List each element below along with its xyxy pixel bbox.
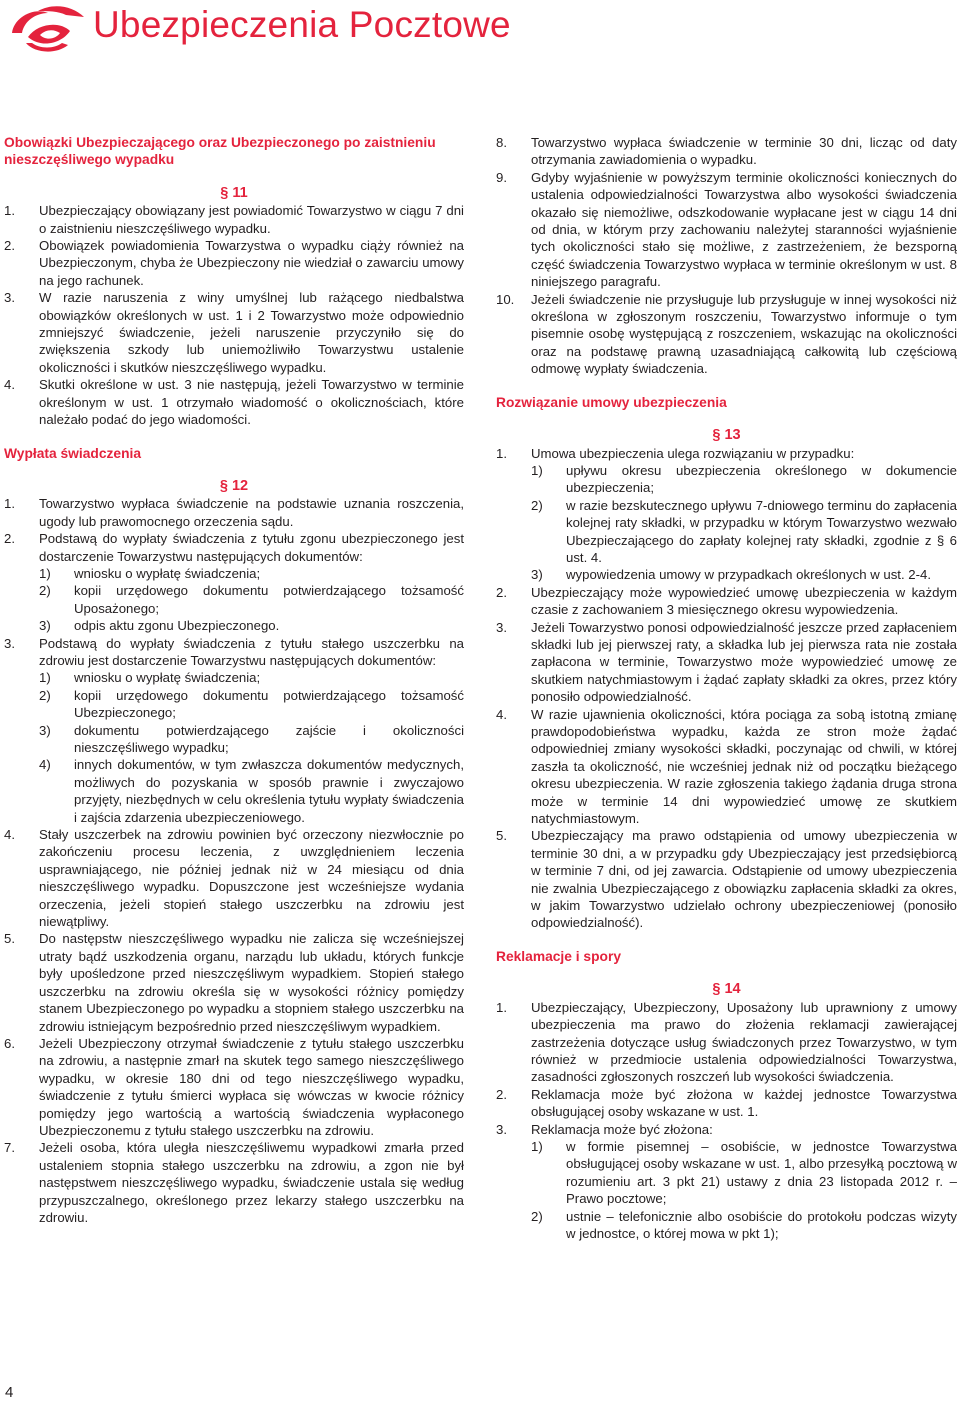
list-item (496, 584, 957, 619)
item-text: ustnie – telefonicznie albo osobiście do protokołu podczas wizyty w jednostce, o której mowa w pkt 1); (566, 1208, 957, 1241)
item-number: 2. (496, 584, 507, 600)
item-number: 4. (4, 827, 15, 843)
item-text: Ubezpieczający obowiązany jest powiadomić Towarzystwo w ciągu 7 dni o zaistnieniu nieszczęśliwego wypadku. (39, 203, 464, 236)
list-item (4, 202, 464, 237)
sub-item (39, 669, 464, 686)
list-item (496, 1121, 957, 1138)
item-number: 7. (4, 1140, 15, 1156)
list-item (4, 930, 464, 1034)
item-text: Skutki określone w ust. 3 nie następują, jeżeli Towarzystwo w terminie określonym w ust. 1 otrzymało wiadomość o okolicznościach, które należało podać do jego wiadomości. (39, 377, 464, 428)
sub-list (496, 1138, 957, 1242)
item-text: Podstawą do wypłaty świadczenia z tytułu stałego uszczerbku na zdrowiu jest dostarczenie Towarzystwu następujących dokumentów: (39, 635, 464, 668)
page-header (0, 0, 960, 60)
item-text: Jeżeli Ubezpieczony otrzymał świadczenie z tytułu stałego uszczerbku na zdrowiu, a następnie zmarł na skutek tego samego nieszczęśliwego wypadku, w okresie 180 dni od tego nieszczęśliwego wypadku, świadczenie z tytułu śmierci wypłaca się wówczas w kwocie różnicy pomiędzy jego wartością a wartością świadczenia wypłaconego Ubezpieczonemu z tytułu stałego uszczerbku na zdrowiu. (39, 1035, 464, 1138)
item-text: Podstawą do wypłaty świadczenia z tytułu zgonu ubezpieczonego jest dostarczenie Towarzystwu następujących dokumentów: (39, 531, 464, 564)
paragraph-11-list (4, 202, 464, 428)
sub-item (531, 566, 957, 583)
item-number: 4) (39, 757, 51, 773)
item-number: 2. (4, 238, 15, 254)
item-text: wniosku o wypłatę świadczenia; (74, 565, 261, 581)
item-text: Obowiązek powiadomienia Towarzystwa o wypadku ciąży również na Ubezpieczonym, chyba że Ubezpieczony nie wiedział o zawarciu umowy na jego rachunek. (39, 238, 464, 288)
item-text: Reklamacja może być złożona w każdej jednostce Towarzystwa obsługującej osoby wskazane w ust. 1. (531, 1086, 957, 1120)
sub-list (496, 462, 957, 584)
item-text: Jeżeli świadczenie nie przysługuje lub przysługuje w innej wysokości niż określona w zgłoszonym roszczeniu, Towarzystwo informuje o tym pisemnie osobę występującą z roszczeniem, wskazując na okoliczności oraz na podstawę prawną uzasadniającą całkowitą lub częściową odmowę wypłaty świadczenia. (531, 291, 957, 377)
item-number: 3. (496, 1121, 507, 1137)
paragraph-14-list (496, 999, 957, 1138)
sub-item (39, 722, 464, 757)
section-heading-complaints: Reklamacje i spory (496, 948, 622, 964)
item-number: 10. (496, 291, 515, 307)
list-item (4, 635, 464, 670)
item-number: 3. (4, 290, 15, 306)
item-text: W razie ujawnienia okoliczności, która pociąga za sobą istotną zmianę prawdopodobieństwa wypadku, każda ze stron może żądać odpowiedniej zmiany wysokości składki, poczynając od chwili, w której zaszła ta okoliczność, nie wcześniej jednak niż od początku bieżącego okresu ubezpieczenia. W razie zgłoszenia takiego żądania druga strona może w terminie 14 dni wypowiedzieć umowę ze skutkiem natychmiastowym. (531, 706, 957, 827)
item-number: 2. (496, 1086, 507, 1102)
left-column (4, 134, 464, 1226)
list-item (496, 827, 957, 931)
list-item (4, 376, 464, 428)
list-item (4, 1139, 464, 1226)
item-number: 1. (496, 445, 507, 461)
item-number: 5. (4, 931, 15, 947)
item-number: 1. (4, 203, 15, 219)
item-text: innych dokumentów, w tym zwłaszcza dokumentów medycznych, możliwych do pozyskania w sposób prawnie i zwyczajowo przyjęty, niezbędnych w celu określenia tytułu wypłaty świadczenia i zajścia zdarzenia ubezpieczeniowego. (74, 757, 464, 825)
list-item (496, 619, 957, 706)
item-number: 3) (531, 567, 543, 583)
item-number: 3) (39, 618, 51, 634)
list-item (496, 169, 957, 291)
list-item (4, 289, 464, 376)
item-number: 2) (39, 583, 51, 599)
item-text: Reklamacja może być złożona: (531, 1121, 713, 1137)
paragraph-11-marker: § 11 (220, 184, 248, 201)
page-number: 4 (5, 1384, 14, 1401)
sub-list (4, 669, 464, 826)
list-item (496, 706, 957, 828)
item-number: 1) (531, 462, 543, 478)
poczta-logo-icon (8, 3, 88, 55)
item-text: Umowa ubezpieczenia ulega rozwiązaniu w przypadku: (531, 445, 855, 461)
list-item (496, 445, 957, 462)
item-number: 3) (39, 722, 51, 738)
item-text: Ubezpieczający ma prawo odstąpienia od umowy ubezpieczenia w terminie 30 dni, a w przypadku gdy Ubezpieczający jest przedsiębiorcą w terminie 7 dni, od jej zawarcia. Odstąpienie od umowy ubezpieczenia nie zwalnia Ubezpieczającego z obowiązku zapłacenia składki za okres, w jakim Towarzystwo udzielało ochrony ubezpieczeniowej (ponosiło odpowiedzialność). (531, 828, 957, 931)
list-item (496, 1086, 957, 1121)
item-number: 1) (531, 1138, 543, 1154)
item-text: Towarzystwo wypłaca świadczenie w terminie 30 dni, licząc od daty otrzymania zawiadomienia o wypadku. (531, 135, 957, 168)
paragraph-12-continued-list (496, 134, 957, 378)
sub-list (4, 565, 464, 635)
item-number: 1. (496, 999, 507, 1015)
item-text: Stały uszczerbek na zdrowiu powinien być orzeczony niezwłocznie po zakończeniu procesu leczenia, z uwzględnieniem leczenia usprawniającego, nie później jednak niż w 24 miesiącu od dnia nieszczęśliwego wypadku. Dopuszczone jest wcześniejsze wydania orzeczenia, jeżeli stopień stałego uszczerbku na zdrowiu jest niewątpliwy. (39, 827, 464, 930)
list-item (4, 530, 464, 565)
paragraph-13-list (496, 584, 957, 932)
item-text: w razie bezskutecznego upływu 7-dniowego terminu do zapłacenia kolejnej raty składki, w przypadku w którym Towarzystwo wezwało Ubezpieczającego do zapłaty kolejnej raty składki, zgodnie z § 6 ust. 4. (566, 497, 957, 565)
item-text: Gdyby wyjaśnienie w powyższym terminie okoliczności koniecznych do ustalenia odpowiedzialności Towarzystwa albo wysokości świadczenia okazało się niemożliwe, odszkodowanie wypłacane jest w ciągu 14 dni od dnia, w którym przy zachowaniu należytej staranności wyjaśnienie tych okoliczności stało się możliwe, z zastrzeżeniem, że bezsporną część świadczenia Towarzystwo wypłaca w terminie określonym w ust. 8 niniejszego paragrafu. (531, 169, 957, 290)
sub-item (39, 687, 464, 722)
item-number: 2) (531, 497, 543, 513)
item-text: W razie naruszenia z winy umyślnej lub rażącego niedbalstwa obowiązków określonych w ust. 1 i 2 Towarzystwo może odpowiednio zmniejszyć świadczenie, jeżeli naruszenie przyczyniło się do zwiększenia szkody lub uniemożliwiło Towarzystwu ustalenie okoliczności i skutków nieszczęśliwego wypadku. (39, 290, 464, 375)
item-number: 1) (39, 565, 51, 581)
list-item (4, 237, 464, 289)
sub-item (531, 1138, 957, 1208)
list-item (496, 291, 957, 378)
item-text: wypowiedzenia umowy w przypadkach określonych w ust. 2-4. (566, 567, 932, 583)
list-item (4, 826, 464, 930)
item-text: w formie pisemnej – osobiście, w jednostce Towarzystwa obsługującej osoby wskazane w ust. 1, albo przesyłką pocztową w rozumieniu art. 3 pkt 21) ustawy z dnia 23 listopada 2012 r. – Prawo pocztowe; (566, 1138, 957, 1207)
item-number: 2) (531, 1208, 543, 1224)
paragraph-12-list (4, 826, 464, 1226)
item-number: 1. (4, 496, 15, 512)
item-number: 4. (496, 706, 507, 722)
item-text: Towarzystwo wypłaca świadczenie na podstawie uznania roszczenia, ugody lub prawomocnego orzeczenia sądu. (39, 496, 464, 529)
list-item (4, 495, 464, 530)
item-number: 3. (4, 635, 15, 651)
sub-item (39, 617, 464, 634)
item-text: Do następstw nieszczęśliwego wypadku nie zalicza się wcześniejszej utraty bądź uszkodzenia organu, narządu lub układu, których funkcje były upośledzone przed nieszczęśliwym wypadkiem. Stopień stałego uszczerbku na zdrowiu określa się w wysokości różnicy pomiędzy stanem Ubezpieczonego po wypadku a stopniem stałego uszczerbku na zdrowiu istniejącym bezpośrednio przed nieszczęśliwym wypadkiem. (39, 931, 464, 1034)
item-number: 2) (39, 687, 51, 703)
sub-item (39, 756, 464, 826)
section-heading-payment: Wypłata świadczenia (4, 445, 141, 461)
list-item (496, 999, 957, 1086)
item-text: Ubezpieczający może wypowiedzieć umowę ubezpieczenia w każdym czasie z zachowaniem 3 miesięcznego okresu wypowiedzenia. (531, 584, 957, 618)
section-heading-obligations: Obowiązki Ubezpieczającego oraz Ubezpieczonego po zaistnieniu nieszczęśliwego wypadku (4, 135, 436, 168)
item-text: upływu okresu ubezpieczenia określonego w dokumencie ubezpieczenia; (566, 462, 957, 496)
sub-item (39, 582, 464, 617)
item-text: Jeżeli Towarzystwo ponosi odpowiedzialność jeszcze przed zapłaceniem składki lub jej pierwszej raty, a składka lub jej pierwsza rata nie została zapłacona w terminie, Towarzystwo może wypowiedzieć umowę ze skutkiem natychmiastowym i żądać zapłaty składki za okres, przez który ponosiło odpowiedzialność. (531, 619, 957, 705)
right-column (496, 134, 957, 1242)
list-item (496, 134, 957, 169)
item-number: 8. (496, 135, 507, 150)
item-text: odpis aktu zgonu Ubezpieczonego. (74, 618, 280, 634)
item-number: 6. (4, 1035, 15, 1051)
item-text: kopii urzędowego dokumentu potwierdzającego tożsamość Ubezpieczonego; (74, 687, 464, 721)
brand-title: Ubezpieczenia Pocztowe (93, 4, 511, 45)
paragraph-12-marker: § 12 (219, 477, 249, 494)
sub-item (39, 565, 464, 582)
item-number: 5. (496, 828, 507, 844)
sub-item (531, 1208, 957, 1243)
sub-item (531, 497, 957, 567)
item-text: wniosku o wypłatę świadczenia; (74, 670, 261, 686)
sub-item (531, 462, 957, 497)
item-text: dokumentu potwierdzającego zajście i okoliczności nieszczęśliwego wypadku; (74, 722, 464, 755)
item-number: 2. (4, 531, 15, 547)
item-text: Jeżeli osoba, która uległa nieszczęśliwemu wypadkowi zmarła przed ustaleniem stopnia stałego uszczerbku na zdrowiu, a zgon nie był następstwem nieszczęśliwego wypadku, świadczenie ustala się według przypuszczalnego, określonego przez lekarzy stałego uszczerbku na zdrowiu. (39, 1140, 464, 1225)
item-number: 1) (39, 670, 51, 686)
item-number: 4. (4, 377, 15, 393)
item-text: kopii urzędowego dokumentu potwierdzającego tożsamość Uposażonego; (74, 583, 464, 616)
paragraph-14-marker: § 14 (712, 981, 741, 998)
list-item (4, 1035, 464, 1139)
section-heading-termination: Rozwiązanie umowy ubezpieczenia (496, 394, 727, 410)
item-number: 9. (496, 169, 507, 185)
paragraph-13-marker: § 13 (712, 427, 741, 444)
item-text: Ubezpieczający, Ubezpieczony, Uposażony lub uprawniony z umowy ubezpieczenia ma prawo do złożenia reklamacji zawierającej zastrzeżenia dotyczące usług świadczonych przez Towarzystwo, w tym również w przedmiocie ustalenia odpowiedzialności Towarzystwa, zasadności zgłoszonych roszczeń lub wysokości świadczenia. (531, 999, 957, 1085)
item-number: 3. (496, 619, 507, 635)
